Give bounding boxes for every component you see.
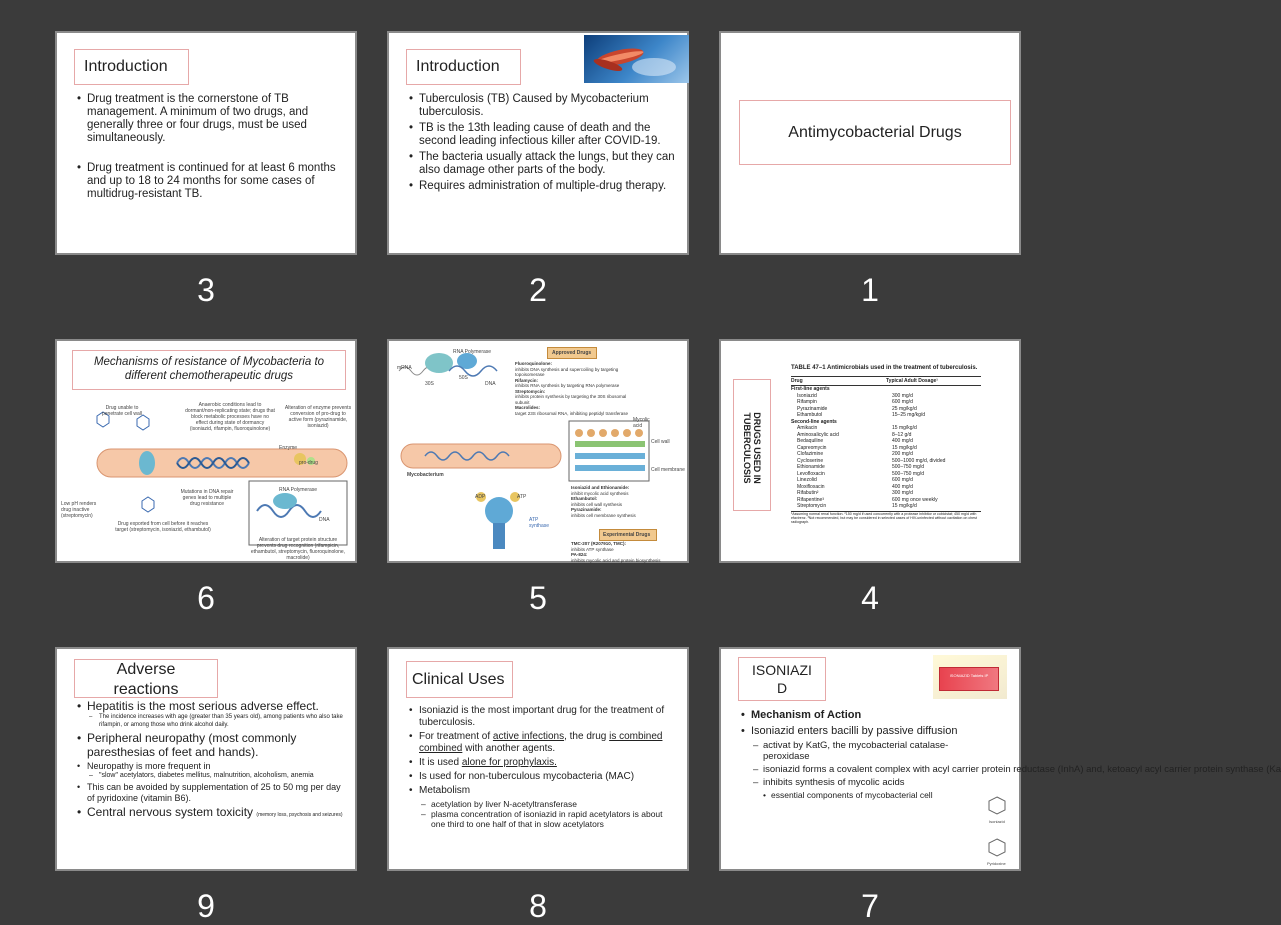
chemical-structures — [983, 793, 1023, 871]
slide-thumbnail-8[interactable] — [387, 647, 689, 871]
sub-bullet-item: – isoniazid forms a covalent complex with acyl carrier protein reductase (InhA) and, ketoacyl acyl carrier protein synthase (Ka — [741, 764, 993, 775]
drug-name: TMC-207 (R207910, TMC): — [571, 541, 627, 546]
slide-thumbnail-6[interactable] — [55, 339, 357, 563]
table-cell: Pyrazinamide — [797, 405, 828, 412]
slide-title: Introduction — [84, 58, 168, 75]
drug-desc: inhibits protein synthesis by targeting the 30S ribosomal subunit — [515, 394, 627, 405]
slide-title-box — [74, 659, 218, 698]
bullet-small-text: (memory loss, psychosis and seizures) — [256, 812, 343, 818]
table-cell: Moxifloxacin — [797, 483, 825, 490]
bullet-list — [409, 705, 679, 829]
slide-title: Clinical Uses — [412, 671, 505, 688]
drug-desc: inhibits RNA synthesis by targeting RNA polymerase — [515, 383, 620, 388]
table-cell: Ethambutol — [797, 412, 823, 418]
slide-number: 9 — [197, 888, 215, 924]
table-footnotes: ¹Assuming normal renal function. ²150 mg/d if used concurrently with a protease inhibitor or cobicistat; 450 mg/d with efavirenz. ³Not recommended, but may be considered in selected cases of HIV-uninfected without cavitation on chest radiograph. — [791, 511, 981, 525]
slide-thumbnail-3[interactable] — [55, 31, 357, 255]
bullet-item: • TB is the 13th leading cause of death and the second leading infectious killer after COVID-19. — [409, 122, 679, 148]
tb-illustration-image — [584, 35, 689, 83]
diagram-label: Drug unable to penetrate cell wall — [101, 405, 143, 417]
sub-bullet-item: – acetylation by liver N-acetyltransferase — [409, 799, 679, 809]
bullet-item: • Is used for non-tuberculous mycobacteria (MAC) — [409, 771, 679, 783]
chemical-label: Isoniazid — [989, 819, 1005, 824]
table-cell: 600 mg once weekly — [892, 496, 938, 503]
approved-drugs-badge — [547, 347, 597, 359]
table-cell: Streptomycin — [797, 503, 827, 509]
table-cell: Rifabutin² — [797, 490, 819, 496]
drug-name: Rifamycin: — [515, 377, 539, 383]
slide-title-line: D — [776, 680, 788, 696]
slide-thumbnail-2[interactable] — [387, 31, 689, 255]
diagram-label: DNA — [319, 517, 330, 523]
slide-thumbnail-1[interactable] — [719, 31, 1021, 255]
bullet-item: • Drug treatment is continued for at least 6 months and up to 18 to 24 months for some cases of multidrug-resistant TB. — [77, 162, 345, 201]
slide-title-box — [72, 350, 346, 390]
table-cell: Isoniazid — [797, 392, 817, 399]
bullet-item: • Peripheral neuropathy (most commonly paresthesias of feet and hands). — [77, 731, 347, 759]
bullet-item: • This can be avoided by supplementation of 25 to 50 mg per day of pyridoxine (vitamin B6). — [77, 782, 347, 804]
table-cell: 300 mg/d — [892, 392, 913, 399]
bullet-item: • Neuropathy is more frequent in — [77, 761, 347, 772]
table-cell: Rifampin — [797, 399, 817, 405]
diagram-label: Low pH renders drug inactive (streptomycin) — [61, 501, 97, 519]
drug-desc: inhibit mycolic acid synthesis — [571, 490, 629, 496]
table-cell: 500–750 mg/d — [892, 470, 924, 477]
bullet-list — [409, 93, 679, 193]
table-title: TABLE 47–1 Antimicrobials used in the treatment of tuberculosis. — [791, 365, 978, 371]
diagram-label: Approved Drugs — [552, 350, 592, 356]
diagram-label: Cell wall — [651, 439, 670, 445]
diagram-label: Mutations in DNA repair genes lead to multiple drug resistance — [180, 489, 234, 507]
drug-list-text — [571, 485, 683, 518]
diagram-label: pro-drug — [299, 460, 318, 466]
diagram-label: ATP — [517, 494, 527, 500]
bullet-item: • It is used alone for prophylaxis. — [409, 757, 679, 769]
drug-desc: inhibits cell wall synthesis — [571, 501, 623, 507]
bullet-item: • Metabolism — [409, 785, 679, 797]
bullet-item: • Drug treatment is the cornerstone of TB management. A minimum of two drugs, and generally three or four drugs, must be used simultaneously. — [77, 93, 345, 145]
drug-desc: inhibits mycolic acid and protein biosynthesis — [571, 557, 661, 563]
bullet-item: • The bacteria usually attack the lungs, but they can also damage other parts of the body. — [409, 151, 679, 177]
table-cell: 400 mg/d — [892, 483, 913, 490]
side-title-box — [733, 379, 771, 511]
slide-title: Mechanisms of resistance of Mycobacteria to different chemotherapeutic drugs — [93, 356, 325, 382]
medicine-box-image — [933, 655, 1007, 699]
table-cell: Levofloxacin — [797, 470, 825, 477]
slide-title-box — [738, 657, 826, 701]
table-cell: 500–750 mg/d — [892, 464, 924, 470]
slide-number: 4 — [861, 580, 879, 616]
table-cell: Rifapentine³ — [797, 496, 824, 503]
slide-number: 6 — [197, 580, 215, 616]
bullet-text: Central nervous system toxicity — [87, 805, 254, 819]
bullet-item: • Mechanism of Action — [741, 709, 991, 722]
sub-bullet-item: – plasma concentration of isoniazid in rapid acetylators is about one third to one half of that in slow acetylators — [409, 809, 679, 829]
table-cell: Bedaquiline — [797, 438, 824, 444]
drug-name: Streptomycin: — [515, 388, 546, 394]
underlined-text: is combined — [609, 731, 663, 742]
bullet-item: • Requires administration of multiple-drug therapy. — [409, 180, 679, 193]
bullet-list — [77, 699, 347, 819]
diagram-label: RNA Polymerase — [453, 349, 492, 355]
slide-thumbnail-4[interactable] — [719, 339, 1021, 563]
slide-number: 3 — [197, 272, 215, 308]
table-cell: 600 mg/d — [892, 477, 913, 483]
drug-desc: target 23S ribosomal RNA, inhibiting peptidyl transferase — [515, 410, 629, 416]
underlined-text: alone for prophylaxis. — [461, 757, 557, 768]
slide-thumbnail-9[interactable] — [55, 647, 357, 871]
diagram-label: DNA — [485, 381, 496, 387]
bullet-item: • Hepatitis is the most serious adverse effect. — [77, 699, 347, 713]
slide-title-box — [406, 661, 513, 698]
diagram-label: Drug exported from cell before it reaches target (streptomycin, isoniazid, ethambutol) — [115, 521, 211, 533]
diagram-label: 30S — [425, 381, 434, 387]
drug-name: Ethambutol: — [571, 496, 598, 501]
diagram-label: Mycolic acid — [633, 417, 650, 429]
table-cell: 300 mg/d — [892, 490, 913, 496]
table-header — [791, 376, 981, 386]
slide-number: 8 — [529, 888, 547, 924]
slide-title: Antimycobacterial Drugs — [788, 124, 962, 141]
sub-bullet-item: – activat by KatG, the mycobacterial catalase-peroxidase — [741, 740, 991, 762]
underlined-text: active infections — [492, 731, 565, 742]
drug-table — [791, 365, 981, 525]
column-header: Drug — [791, 378, 803, 384]
drug-name: Isoniazid and Ethionamide: — [571, 485, 630, 490]
diagram-label: RNA Polymerase — [279, 487, 318, 493]
diagram-label: mRNA — [397, 365, 412, 371]
table-cell: 200 mg/d — [892, 451, 913, 457]
slide-number: 1 — [861, 272, 879, 308]
bullet-list — [77, 93, 345, 201]
bullet-item: • For treatment of active infections, the drug is combined combined with another agents. — [409, 731, 679, 755]
table-cell: 15 mg/kg/d — [892, 503, 917, 509]
slide-title-box — [406, 49, 521, 85]
slide-title — [739, 661, 825, 697]
drug-name: PA-824: — [571, 552, 588, 557]
slide-thumbnail-7[interactable] — [719, 647, 1281, 871]
table-row — [791, 503, 981, 510]
side-title: DRUGS USED IN TUBERCULOSIS — [742, 412, 762, 484]
medicine-box — [939, 667, 999, 691]
sub-bullet-item: – inhibits synthesis of mycolic acids — [741, 777, 991, 788]
table-cell: Second-line agents — [791, 418, 837, 425]
diagram-label: ATP synthase — [529, 517, 550, 529]
table-cell: Capreomycin — [797, 444, 827, 451]
drug-name: Pyrazinamide: — [571, 507, 602, 512]
slide-title: Introduction — [416, 58, 500, 75]
chemical-label: Pyridoxine — [987, 861, 1006, 866]
table-cell: 400 mg/d — [892, 438, 913, 444]
table-cell: 8–12 g/d — [892, 431, 912, 438]
column-header: Typical Adult Dosage¹ — [886, 378, 938, 384]
drug-list-text — [515, 361, 635, 416]
sub-sub-bullet-item: • essential components of mycobacterial cell — [741, 790, 991, 800]
slide-number: 5 — [529, 580, 547, 616]
diagram-label: Enzyme — [279, 445, 298, 451]
table-cell: Cycloserine — [797, 457, 824, 464]
slide-title-box — [74, 49, 189, 85]
table-cell: 600 mg/d — [892, 399, 913, 405]
table-cell: 15 mg/kg/d — [892, 425, 917, 431]
table-body — [791, 386, 981, 510]
table-cell: 15–25 mg/kg/d — [892, 412, 926, 418]
slide-number: 2 — [529, 272, 547, 308]
table-cell: 25 mg/kg/d — [892, 405, 917, 412]
slide-title-box — [739, 100, 1011, 165]
slide-title: Adverse reactions — [113, 661, 179, 698]
bullet-item: • Isoniazid enters bacilli by passive diffusion — [741, 725, 991, 738]
sub-bullet-item: – "slow" acetylators, diabetes mellitus, malnutrition, alcoholism, anemia — [77, 772, 347, 780]
sub-bullet-item: – The incidence increases with age (greater than 35 years old), among patients who also take rifampin, or among those who drink alcohol daily. — [77, 713, 347, 729]
bullet-list — [741, 709, 1281, 800]
drug-desc: inhibits DNA synthesis and supercoiling by targeting topoisomerase — [515, 366, 619, 377]
table-cell: Clofazimine — [797, 451, 824, 457]
bullet-item: • Isoniazid is the most important drug for the treatment of tuberculosis. — [409, 705, 679, 729]
diagram-label: ADP — [475, 494, 486, 500]
drug-desc: inhibits ATP synthase — [571, 546, 614, 552]
slide-thumbnail-5[interactable] — [387, 339, 689, 563]
bullet-item: • Tuberculosis (TB) Caused by Mycobacterium tuberculosis. — [409, 93, 679, 119]
drug-name: Fluoroquinolone: — [515, 361, 552, 366]
table-cell: 15 mg/kg/d — [892, 444, 917, 451]
slide-title-line: ISONIAZI — [752, 662, 812, 678]
bullet-item — [77, 806, 347, 819]
diagram-label: Alteration of enzyme prevents conversion of pro-drug to active form (pyrazinamide, isoniazid) — [284, 405, 352, 429]
slide-number: 7 — [861, 888, 879, 924]
drug-name: Macrolides: — [515, 405, 541, 410]
table-cell: Ethionamide — [797, 464, 825, 470]
table-cell: Aminosalicylic acid — [797, 431, 839, 438]
drug-list-text — [571, 541, 683, 563]
diagram-label: Mycobacterium — [407, 472, 444, 478]
drug-desc: inhibits cell membrane synthesis — [571, 512, 636, 518]
diagram-label: Anaerobic conditions lead to dormant/non-replicating state; drugs that block metabolic processes have no effect during state of dormancy (isoniazid, rifampin, fluoroquinolone) — [185, 402, 275, 432]
medicine-box-label: ISONIAZID Tablets IP — [949, 673, 989, 678]
table-cell: Amikacin — [797, 425, 818, 431]
table-cell: First-line agents — [791, 386, 830, 392]
diagram-label: Alteration of target protein structure prevents drug recognition (rifampicin, ethambutol, streptomycin, fluoroquinolone, macrolide) — [250, 537, 346, 561]
diagram-label: Cell membrane — [651, 467, 685, 473]
table-cell: Linezolid — [797, 477, 817, 483]
diagram-label: Experimental Drugs — [603, 532, 651, 538]
diagram-label: 50S — [459, 375, 468, 381]
table-cell: 500–1000 mg/d, divided — [892, 457, 946, 464]
experimental-drugs-badge — [599, 529, 657, 541]
